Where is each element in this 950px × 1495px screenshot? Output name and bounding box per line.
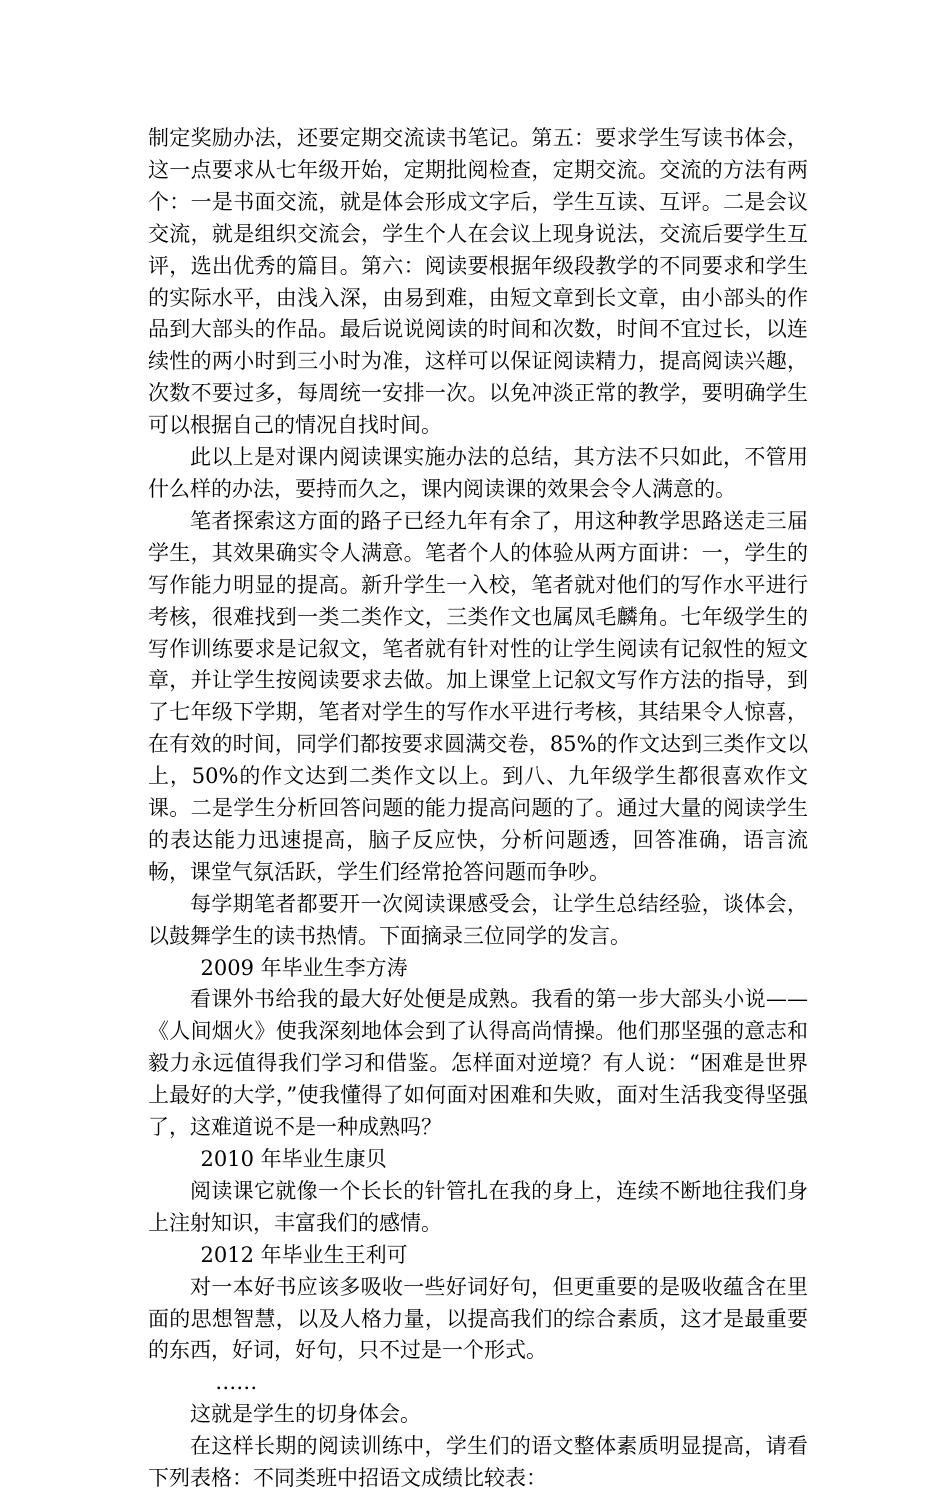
student-heading: 2009 年毕业生李方涛 [200, 955, 408, 980]
ellipsis: …… [215, 1370, 258, 1395]
closing-paragraph: 在这样长期的阅读训练中，学生们的语文整体素质明显提高，请看下列表格：不同类班中招语文成绩比较表： [148, 1434, 808, 1491]
student-quote: 看课外书给我的最大好处便是成熟。我看的第一步大部头小说——《人间烟火》使我深刻地体会到了认得高尚情操。他们那坚强的意志和毅力永远值得我们学习和借鉴。怎样面对逆境？有人说：“困难是世界上最好的大学，”使我懂得了如何面对困难和失败，面对生活我变得坚强了，这难道说不是一种成熟吗？ [148, 987, 808, 1140]
student-heading: 2012 年毕业生王利可 [200, 1242, 408, 1267]
body-paragraph: 笔者探索这方面的路子已经九年有余了，用这种教学思路送走三届学生，其效果确实令人满意。笔者个人的体验从两方面讲：一，学生的写作能力明显的提高。新升学生一入校，笔者就对他们的写作水平进行考核，很难找到一类二类作文，三类作文也属凤毛麟角。七年级学生的写作训练要求是记叙文，笔者就有针对性的让学生阅读有记叙性的短文章，并让学生按阅读要求去做。加上课堂上记叙文写作方法的指导，到了七年级下学期，笔者对学生的写作水平进行考核，其结果令人惊喜，在有效的时间，同学们都按要求圆满交卷，85%的作文达到三类作文以上，50%的作文达到二类作文以上。到八、九年级学生都很喜欢作文课。二是学生分析回答问题的能力提高问题的了。通过大量的阅读学生的表达能力迅速提高，脑子反应快，分析问题透，回答准确，语言流畅，课堂气氛活跃，学生们经常抢答问题而争吵。 [148, 508, 808, 884]
body-paragraph: 每学期笔者都要开一次阅读课感受会，让学生总结经验，谈体会，以鼓舞学生的读书热情。下面摘录三位同学的发言。 [148, 891, 808, 948]
body-paragraph: 制定奖励办法，还要定期交流读书笔记。第五：要求学生写读书体会，这一点要求从七年级开始，定期批阅检查，定期交流。交流的方法有两个：一是书面交流，就是体会形成文字后，学生互读、互评。二是会议交流，就是组织交流会，学生个人在会议上现身说法，交流后要学生互评，选出优秀的篇目。第六：阅读要根据年级段教学的不同要求和学生的实际水平，由浅入深，由易到难，由短文章到长文章，由小部头的作品到大部头的作品。最后说说阅读的时间和次数，时间不宜过长，以连续性的两小时到三小时为准，这样可以保证阅读精力，提高阅读兴趣，次数不要过多，每周统一安排一次。以免冲淡正常的教学，要明确学生可以根据自己的情况自找时间。 [148, 126, 808, 438]
document-page [148, 123, 808, 1495]
student-quote: 阅读课它就像一个长长的针管扎在我的身上，连续不断地往我们身上注射知识，丰富我们的感情。 [148, 1178, 808, 1235]
student-heading: 2010 年毕业生康贝 [200, 1147, 387, 1171]
body-paragraph: 此以上是对课内阅读课实施办法的总结，其方法不只如此，不管用什么样的办法，要持而久之，课内阅读课的效果会令人满意的。 [148, 445, 808, 501]
closing-paragraph: 这就是学生的切身体会。 [190, 1402, 421, 1427]
student-quote: 对一本好书应该多吸收一些好词好句，但更重要的是吸收蕴含在里面的思想智慧，以及人格力量，以提高我们的综合素质，这才是最重要的东西，好词，好句，只不过是一个形式。 [148, 1274, 808, 1363]
